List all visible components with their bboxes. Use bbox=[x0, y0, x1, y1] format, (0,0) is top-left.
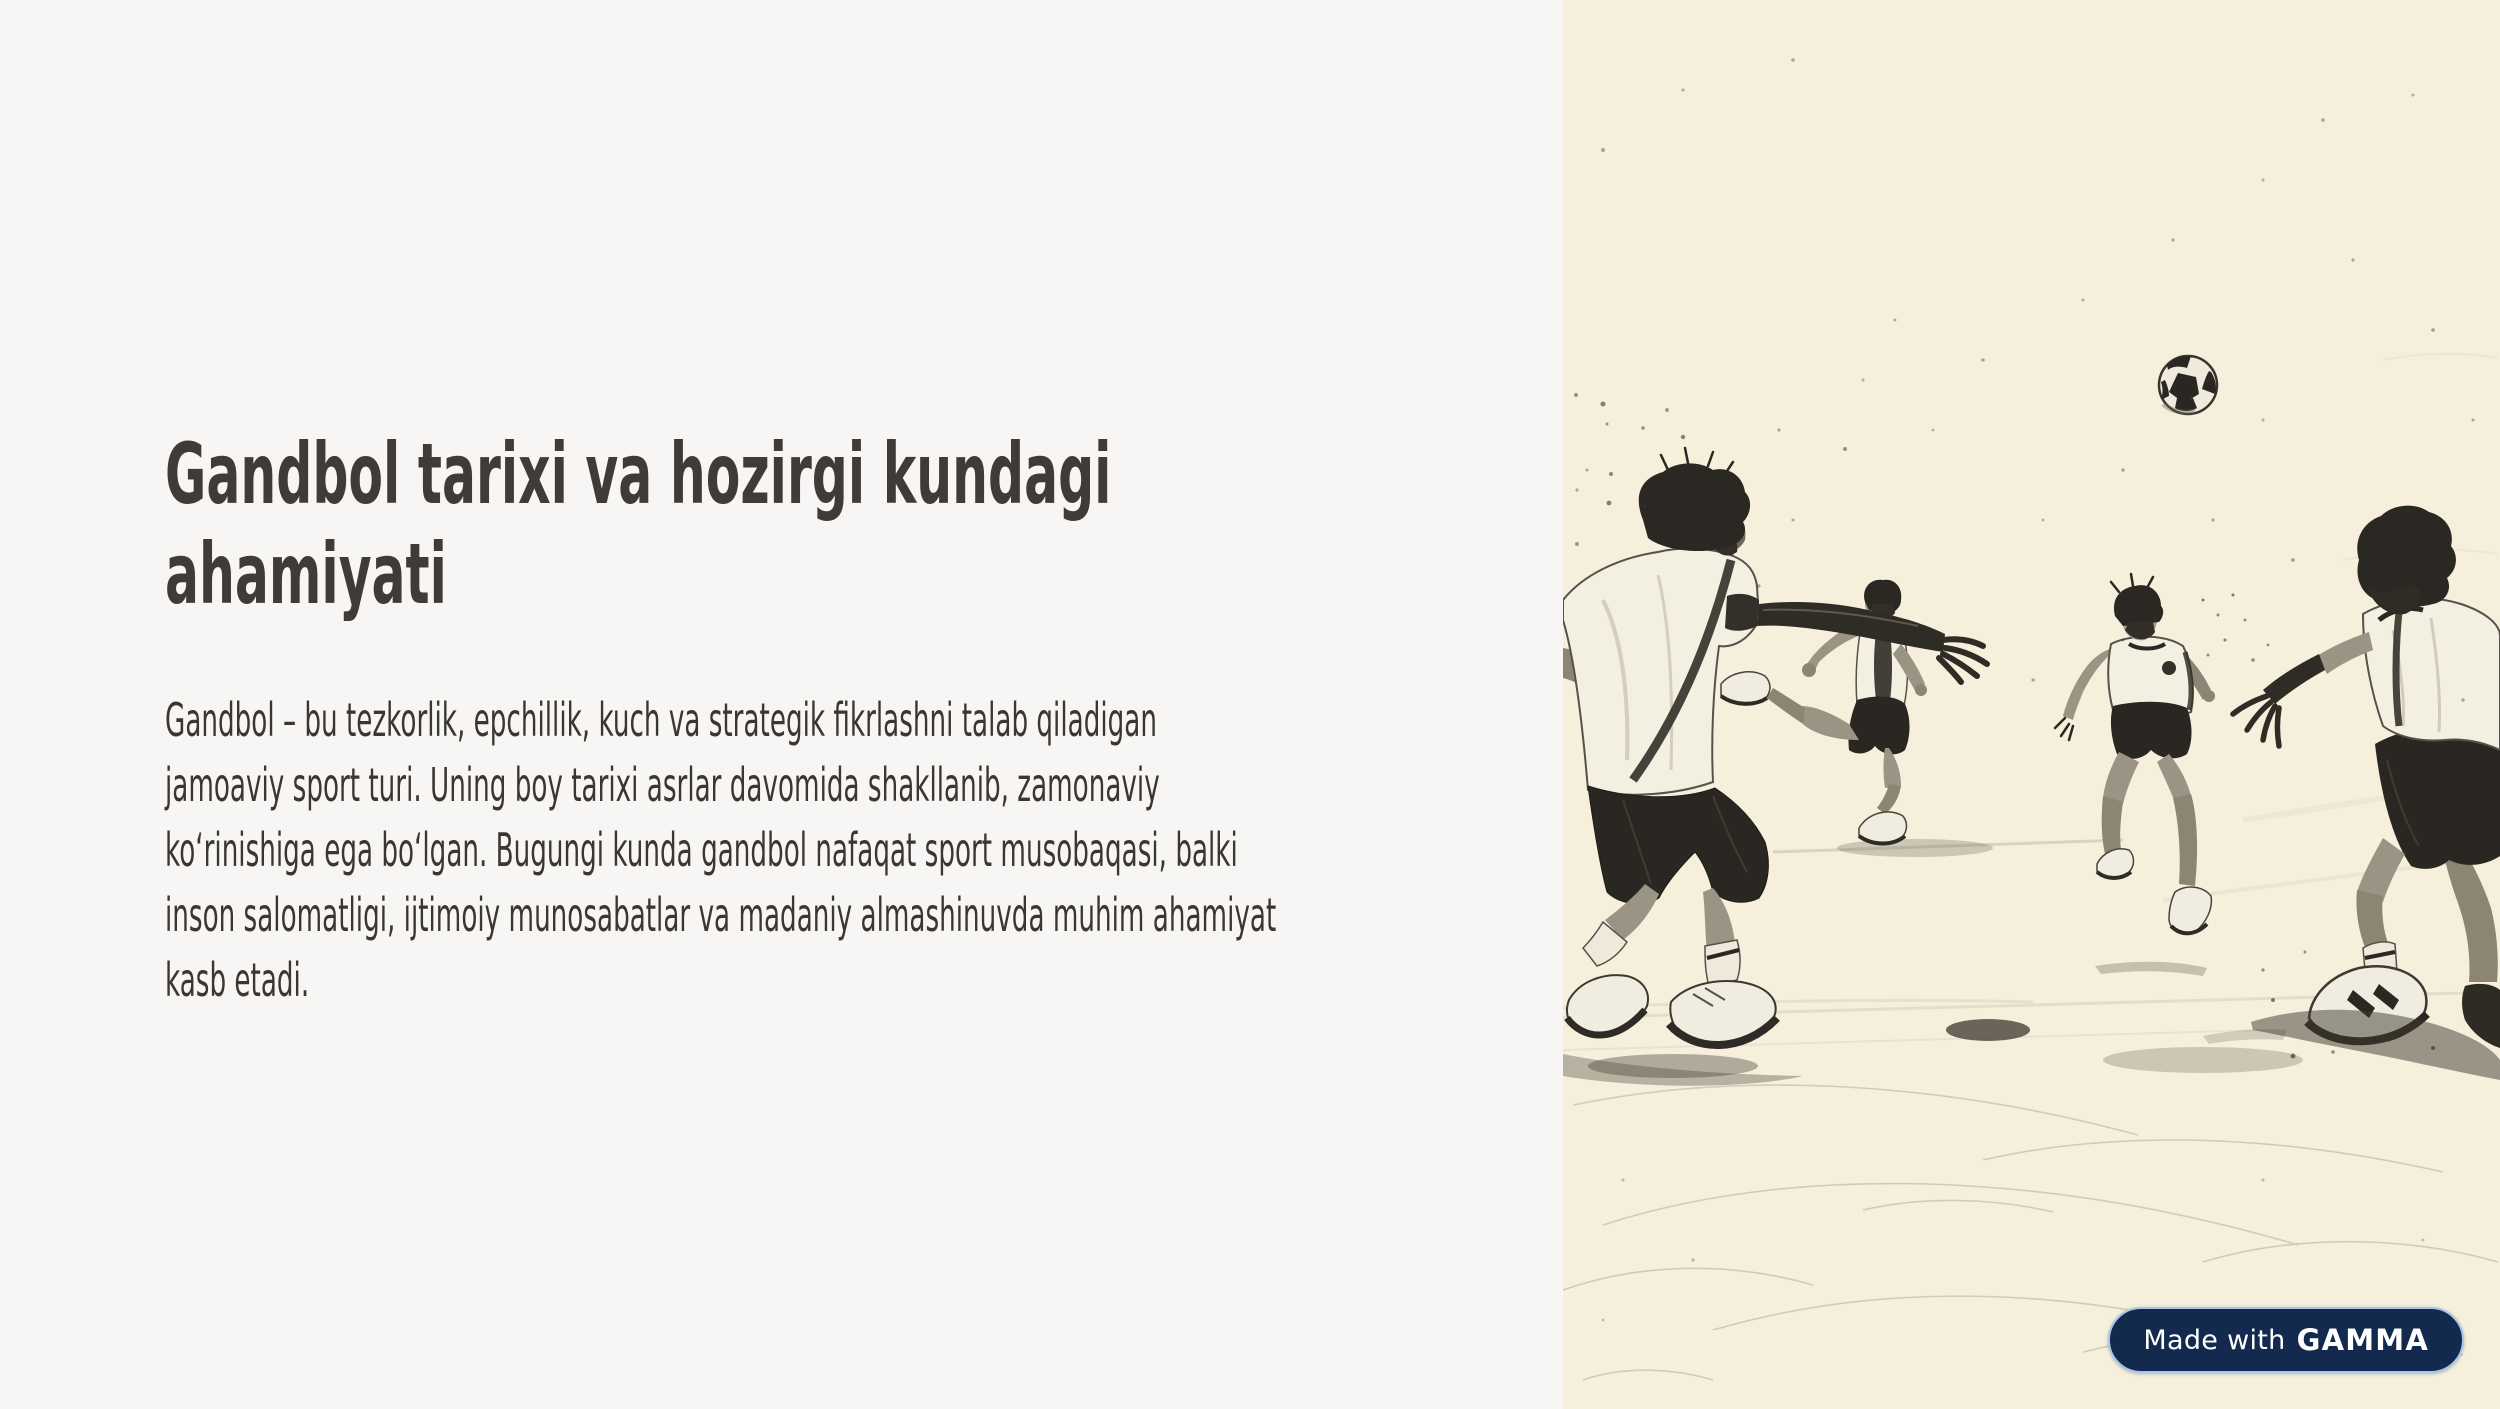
motion-dust-dots bbox=[2202, 594, 2270, 662]
ball-icon bbox=[2159, 355, 2217, 414]
body-line: jamoaviy sport turi. Uning boy tarixi asrlar davomida shakllanib, zamonaviy bbox=[165, 758, 1160, 812]
body-line: kasb etadi. bbox=[165, 953, 310, 1007]
handball-sketch-illustration bbox=[1563, 0, 2500, 1409]
player-foreground-sketch bbox=[1563, 448, 1987, 1046]
made-with-gamma-badge[interactable] bbox=[2108, 1307, 2464, 1373]
body-line: koʻrinishiga ega boʻlgan. Bugungi kunda gandbol nafaqat sport musobaqasi, balki bbox=[165, 823, 1238, 877]
gamma-logo-wordmark: GAMMA bbox=[2296, 1323, 2429, 1357]
player-jumper-sketch bbox=[2055, 574, 2269, 934]
body-line: Gandbol – bu tezkorlik, epchillik, kuch va strategik fikrlashni talab qiladigan bbox=[165, 693, 1157, 747]
badge-prefix-label: Made with bbox=[2143, 1324, 2286, 1356]
title-line-2: ahamiyati bbox=[165, 525, 447, 623]
title-line-1: Gandbol tarixi va hozirgi kundagi bbox=[165, 425, 1112, 523]
page-title bbox=[165, 424, 1111, 624]
body-line: inson salomatligi, ijtimoiy munosabatlar va madaniy almashinuvda muhim ahamiyat bbox=[165, 888, 1277, 942]
body-paragraph bbox=[165, 688, 1276, 1013]
illustration-panel bbox=[1563, 0, 2500, 1409]
